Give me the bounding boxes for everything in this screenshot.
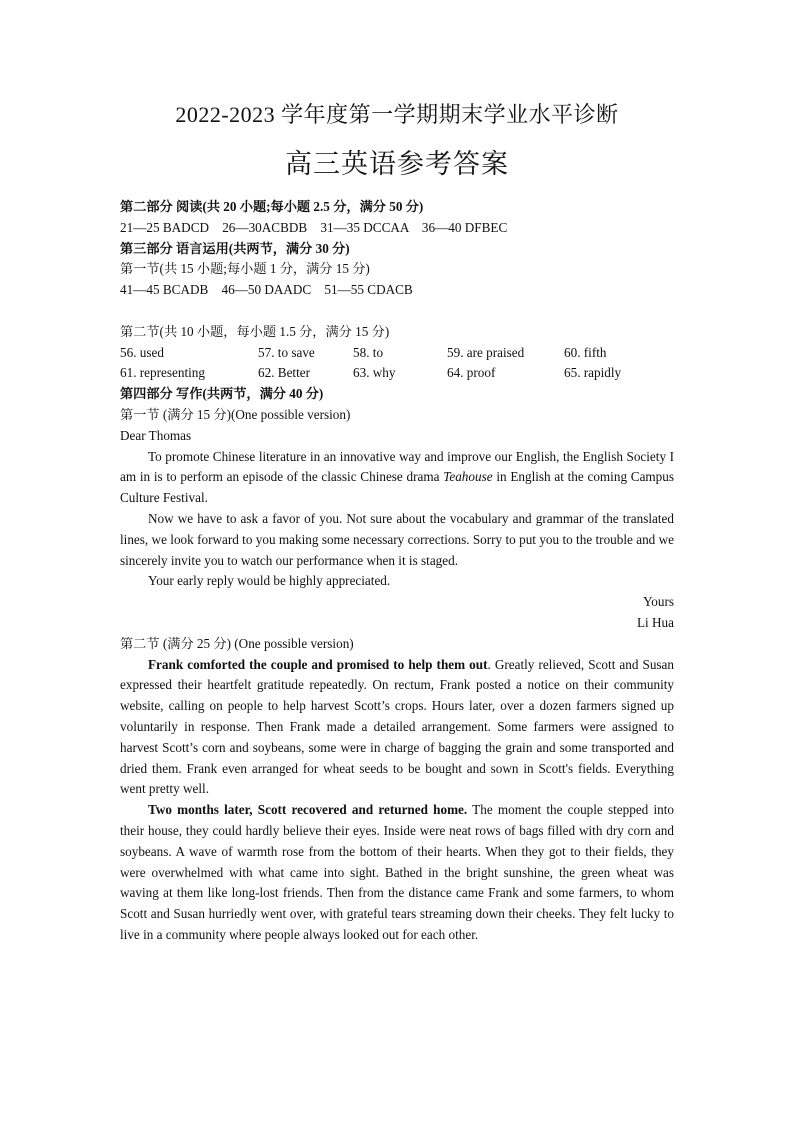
story-p2-opening: Two months later, Scott recovered and returned home.	[148, 802, 468, 818]
letter-p1-end: in English at the coming Campus Culture Festival.	[120, 469, 675, 506]
part3-section1-heading: 第一节(共 15 小题;每小题 1 分，满分 15 分)	[120, 261, 370, 277]
answer-62: 62. Better	[258, 365, 311, 381]
spacer	[120, 301, 674, 322]
answer-59: 59. are praised	[447, 344, 525, 360]
part3-section1-answers: 41—45 BCADB 46—50 DAADC 51—55 CDACB	[120, 282, 413, 298]
letter-paragraph-3: Your early reply would be highly appreciated.	[148, 573, 391, 589]
part4-section2-heading: 第二节 (满分 25 分) (One possible version)	[120, 635, 354, 651]
story-p2-text: The moment the couple stepped into their house, they could hardly believe their eyes. Inside were neat rows of bags filled with dry corn and soybeans. A wave of warmth rose from the bottom of their hearts. When they got to their fields, they were overwhelmed with what came into sight. Bathed in the bright sunshine, the green wheat was waving at them like long-lost friends. Then from the distance came Frank and some farmers, to whom Scott and Susan hurriedly went over, with grateful tears streaming down their cheeks. They felt lucky to live in a community where people always looked out for each other.	[120, 802, 674, 942]
answer-65: 65. rapidly	[564, 365, 622, 381]
letter-signature: Li Hua	[637, 614, 674, 630]
page-subtitle: 高三英语参考答案	[285, 149, 509, 179]
letter-paragraph-2: Now we have to ask a favor of you. Not sure about the vocabulary and grammar of the translated lines, we look forward to you making some necessary corrections. Sorry to put you to the trouble and we sincerely invite you to watch our performance when it is staged.	[120, 510, 674, 568]
part2-answers: 21—25 BADCD 26—30ACBDB 31—35 DCCAA 36—40 DFBEC	[120, 219, 508, 235]
story-paragraph-2	[120, 800, 674, 946]
letter-closing: Yours	[643, 594, 674, 610]
part3-heading: 第三部分 语言运用(共两节，满分 30 分)	[120, 240, 350, 256]
part4-heading: 第四部分 写作(共两节，满分 40 分)	[120, 386, 324, 402]
answer-60: 60. fifth	[564, 344, 607, 360]
answer-57: 57. to save	[258, 344, 315, 360]
answer-row-2	[120, 363, 674, 384]
story-p1-opening: Frank comforted the couple and promised to help them out	[148, 656, 488, 672]
story-paragraph-1	[120, 655, 674, 801]
answer-content	[120, 197, 674, 946]
drama-title: Teahouse	[443, 469, 493, 485]
story-p1-text: . Greatly relieved, Scott and Susan expressed their heartfelt gratitude repeatedly. On rectum, Frank posted a notice on their community website, calling on people to help harvest Scott’s crops. Hours later, over a dozen farmers signed up voluntarily in response. Then Frank made a detailed arrangement. Some farmers were assigned to harvest Scott’s corn and soybeans, some were in charge of bagging the grain and some transported and dried them. Frank even arranged for wheat seeds to be bought and sown in Scott's fields. Everything went pretty well.	[120, 656, 675, 797]
page-title: 2022-2023 学年度第一学期期末学业水平诊断	[175, 102, 619, 127]
letter-paragraph-1	[120, 447, 674, 509]
letter-salutation: Dear Thomas	[120, 427, 192, 443]
letter-p1-text: To promote Chinese literature in an innovative way and improve our English, the English Society I am in is to perform an episode of the classic Chinese drama	[120, 448, 674, 485]
answer-58: 58. to	[353, 344, 384, 360]
part3-section2-heading: 第二节(共 10 小题，每小题 1.5 分，满分 15 分)	[120, 323, 390, 339]
part2-heading: 第二部分 阅读(共 20 小题;每小题 2.5 分，满分 50 分)	[120, 199, 424, 214]
answer-63: 63. why	[353, 365, 396, 381]
answer-61: 61. representing	[120, 365, 205, 381]
part4-section1-heading: 第一节 (满分 15 分)(One possible version)	[120, 406, 351, 422]
answer-row-1	[120, 343, 674, 364]
answer-64: 64. proof	[447, 365, 496, 381]
answer-56: 56. used	[120, 344, 164, 360]
